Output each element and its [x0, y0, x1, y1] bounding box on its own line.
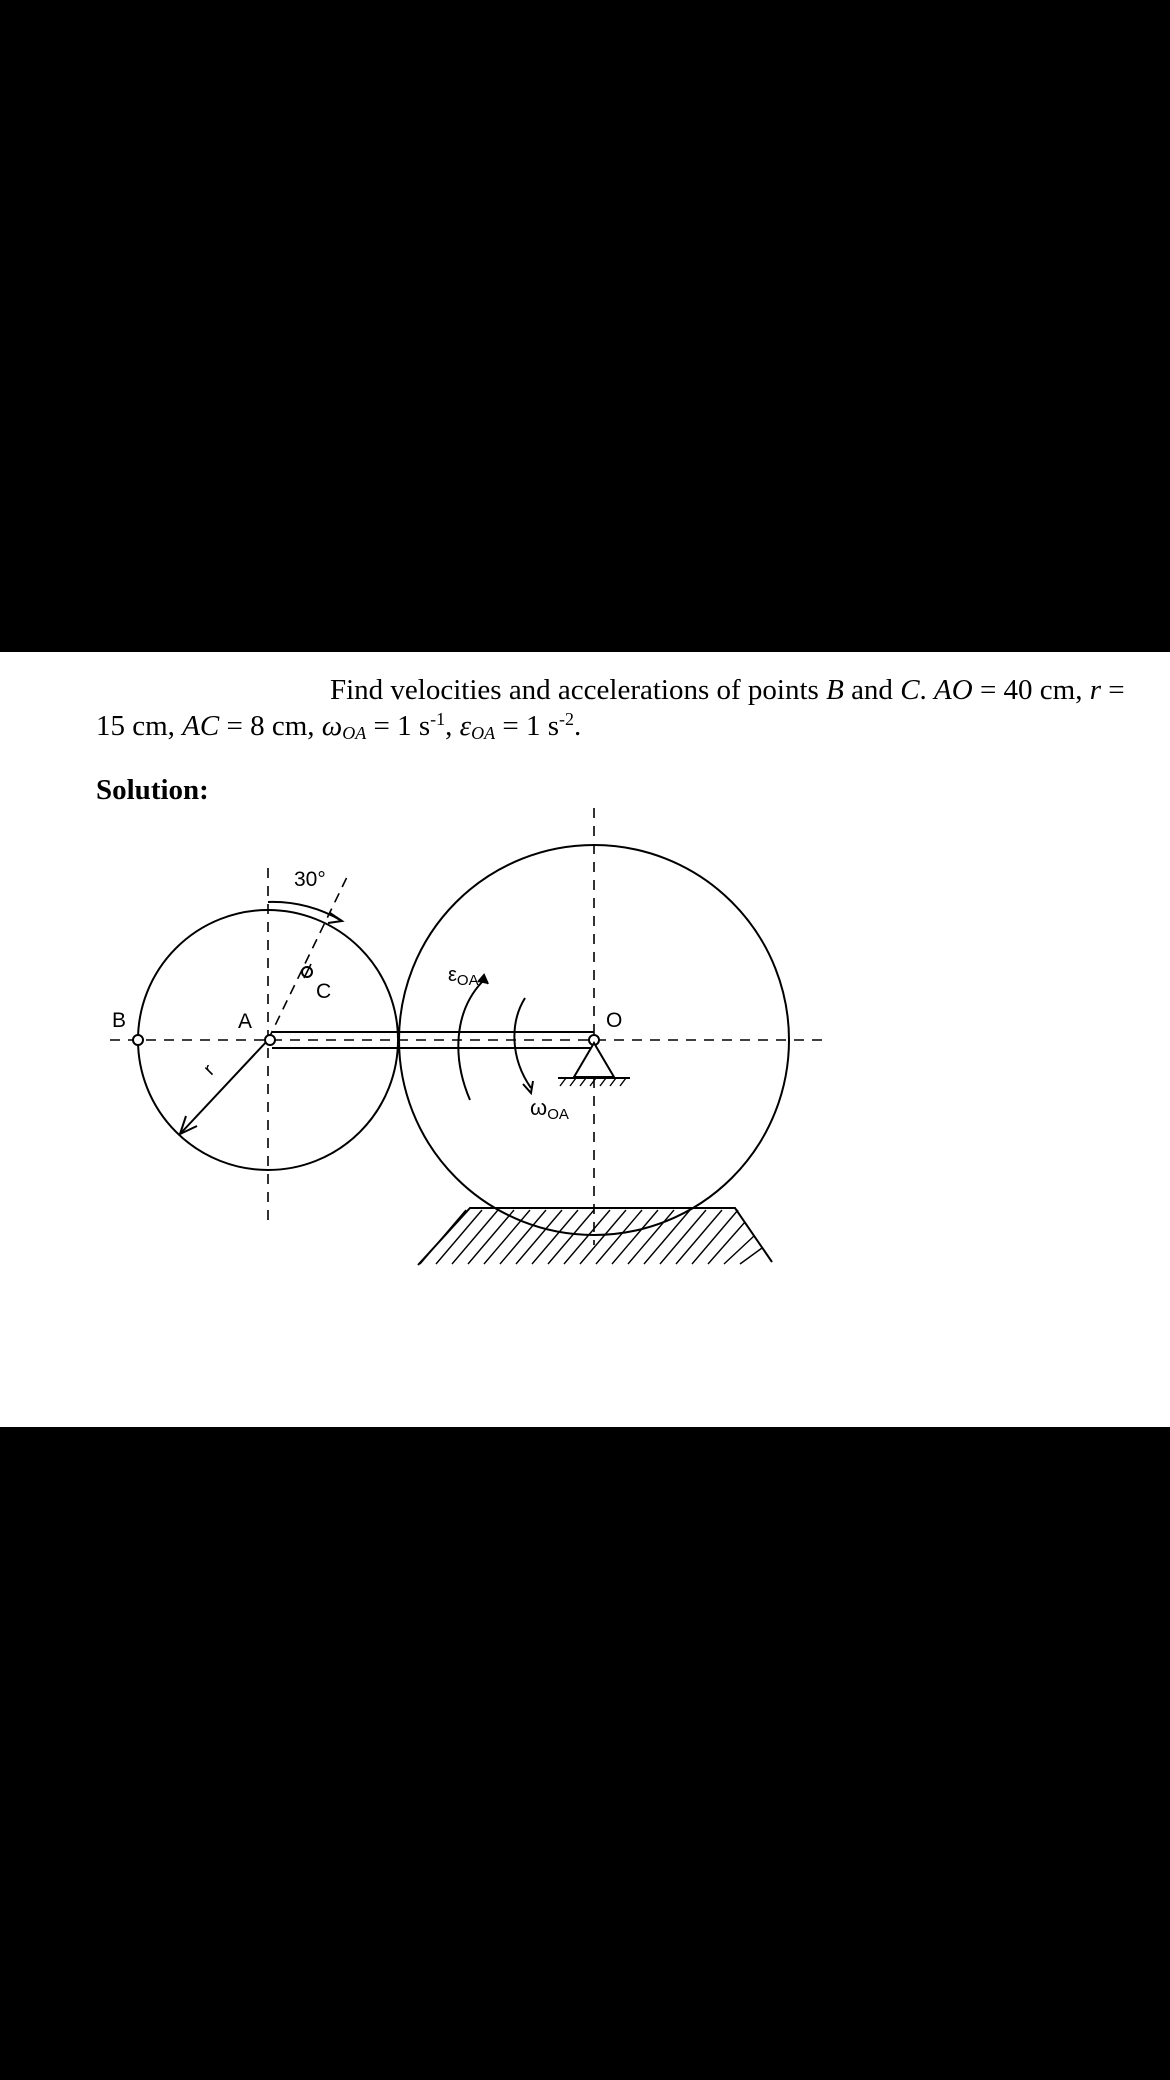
epsilon-exponent: -2 [559, 709, 574, 729]
point-b-name: B [826, 674, 844, 706]
omega-symbol: ω [321, 710, 343, 742]
omega-arrow [514, 998, 531, 1088]
point-c-label: C [316, 980, 332, 1003]
point-c-name: C [900, 674, 920, 706]
angled-line-ac [268, 875, 348, 1040]
radius-line [180, 1040, 268, 1134]
pivot-ground-hatch [560, 1078, 626, 1086]
omega-subscript: OA [342, 723, 367, 743]
epsilon-value: = 1 s [495, 710, 559, 742]
point-b-marker [133, 1035, 143, 1045]
ac-symbol: AC [182, 710, 220, 742]
r-value: = 15 cm, [96, 674, 1125, 742]
point-b-label: B [112, 1009, 127, 1032]
ground-hatch [420, 1210, 762, 1264]
omega-exponent: -1 [430, 709, 446, 729]
ac-value: = 8 cm, [219, 710, 322, 742]
sentence-end: . [574, 710, 582, 742]
point-a-marker [265, 1035, 275, 1045]
epsilon-arrowhead [478, 975, 488, 984]
angle-label: 30° [294, 868, 326, 891]
mechanism-diagram [0, 797, 1170, 1427]
epsilon-symbol: ε [459, 710, 472, 742]
radius-label: r [199, 1060, 220, 1080]
solution-heading: Solution: [96, 774, 209, 806]
sentence-dot: . [919, 674, 935, 706]
epsilon-label: $\varepsilon_{OA}$ [448, 964, 479, 989]
comma: , [445, 710, 460, 742]
r-symbol: r [1089, 674, 1102, 706]
epsilon-arrow [458, 982, 482, 1100]
problem-intro: Find velocities and accelerations of points [330, 674, 827, 706]
and-word: and [843, 674, 901, 706]
ground-outline [418, 1208, 772, 1265]
document-page [0, 652, 1170, 1427]
point-o-label: O [606, 1009, 623, 1032]
ao-value: = 40 cm, [972, 674, 1090, 706]
omega-value: = 1 s [366, 710, 431, 742]
epsilon-subscript: OA [471, 723, 496, 743]
problem-statement [96, 672, 1136, 751]
point-a-label: A [238, 1010, 253, 1033]
ao-symbol: AO [934, 674, 973, 706]
omega-label: ωOA [530, 1095, 569, 1123]
